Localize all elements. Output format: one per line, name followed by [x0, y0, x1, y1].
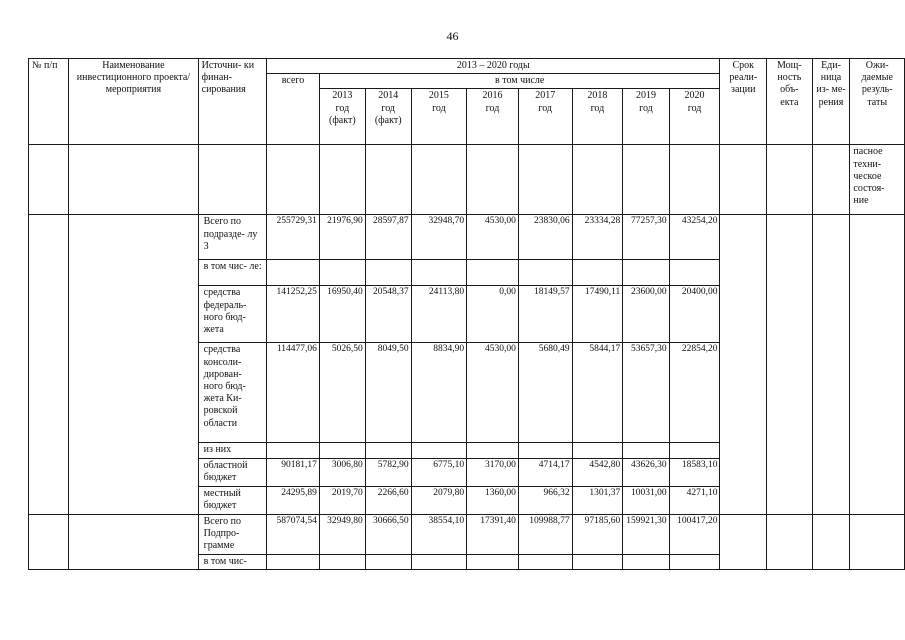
header-year-line1: 2017: [535, 90, 556, 102]
value-year: [518, 554, 572, 569]
header-year-line1: 2013: [332, 90, 353, 102]
value-year: 4530,00: [467, 215, 519, 260]
header-capacity: Мощ- ность объ- екта: [767, 59, 813, 145]
header-including: в том числе: [319, 74, 720, 89]
capacity-cell: [767, 514, 813, 569]
value-year: 3170,00: [467, 458, 519, 486]
value-year: 5782,90: [365, 458, 411, 486]
value-year: [669, 260, 720, 286]
value-year: [467, 554, 519, 569]
value-total: [267, 443, 320, 458]
header-total: всего: [267, 74, 320, 145]
value-year: [669, 443, 720, 458]
value-year: 17391,40: [467, 514, 519, 554]
value-year: 32949,80: [319, 514, 365, 554]
value-year: 5844,17: [572, 343, 623, 443]
header-year-line2: год: [687, 102, 702, 114]
value-year: [365, 443, 411, 458]
value-year: 100417,20: [669, 514, 720, 554]
value-year: 1301,37: [572, 486, 623, 514]
value-year: [623, 443, 669, 458]
value-year: [365, 260, 411, 286]
header-year-2: [411, 89, 467, 145]
header-year-line1: 2018: [587, 90, 608, 102]
value-year: 109988,77: [518, 514, 572, 554]
header-year-line2: год: [335, 102, 350, 114]
value-year: 2019,70: [319, 486, 365, 514]
value-year: 4271,10: [669, 486, 720, 514]
header-year-line2: год: [639, 102, 653, 114]
name-cell: [69, 215, 198, 514]
source-cell: средства федераль- ного бюд- жета: [198, 286, 266, 343]
source-cell: из них: [198, 443, 266, 458]
value-total: 141252,25: [267, 286, 320, 343]
value-year: [365, 554, 411, 569]
header-year-5: [572, 89, 623, 145]
value-year: [411, 260, 467, 286]
no-cell: [29, 514, 69, 569]
value-total: 90181,17: [267, 458, 320, 486]
value-year: 20400,00: [669, 286, 720, 343]
value-year: 21976,90: [319, 215, 365, 260]
value-year: 77257,30: [623, 215, 669, 260]
value-year: [518, 443, 572, 458]
investment-table: [28, 58, 905, 570]
value-year: 23334,28: [572, 215, 623, 260]
value-year: 6775,10: [411, 458, 467, 486]
value-year: 0,00: [467, 286, 519, 343]
capacity-cell: [767, 215, 813, 514]
value-year: 5026,50: [319, 343, 365, 443]
value-year: 10031,00: [623, 486, 669, 514]
value-year: [623, 554, 669, 569]
value-year: 23830,06: [518, 215, 572, 260]
value-year: 1360,00: [467, 486, 519, 514]
value-year: 30666,50: [365, 514, 411, 554]
header-year-line1: 2015: [428, 90, 449, 102]
header-year-3: [467, 89, 519, 145]
header-year-line2: год: [485, 102, 500, 114]
header-year-0: [319, 89, 365, 145]
header-year-6: [623, 89, 669, 145]
value-year: [319, 260, 365, 286]
value-year: 159921,30: [623, 514, 669, 554]
source-cell: Всего по Подпро- грамме: [198, 514, 266, 554]
source-cell: местный бюджет: [198, 486, 266, 514]
source-cell: областной бюджет: [198, 458, 266, 486]
value-year: 16950,40: [319, 286, 365, 343]
value-year: [319, 554, 365, 569]
source-cell: Всего по подразде- лу 3: [198, 215, 266, 260]
value-year: [572, 443, 623, 458]
term-cell: [720, 514, 767, 569]
value-total: [267, 554, 320, 569]
page-number: 46: [446, 29, 459, 43]
header-year-line1: 2019: [635, 90, 656, 102]
header-year-line3: (факт): [374, 114, 402, 126]
value-year: 38554,10: [411, 514, 467, 554]
value-year: 28597,87: [365, 215, 411, 260]
value-year: [319, 443, 365, 458]
unit-cell: [812, 215, 850, 514]
value-year: 23600,00: [623, 286, 669, 343]
value-year: 24113,80: [411, 286, 467, 343]
value-total: 24295,89: [267, 486, 320, 514]
value-year: 4542,80: [572, 458, 623, 486]
value-year: 2079,80: [411, 486, 467, 514]
value-year: 43626,30: [623, 458, 669, 486]
value-total: 587074,54: [267, 514, 320, 554]
value-year: [669, 554, 720, 569]
header-unit: Еди- ница из- ме- рения: [812, 59, 850, 145]
value-year: 17490,11: [572, 286, 623, 343]
value-year: 966,32: [518, 486, 572, 514]
value-year: 8049,50: [365, 343, 411, 443]
value-total: [267, 260, 320, 286]
value-year: 3006,80: [319, 458, 365, 486]
value-year: 4714,17: [518, 458, 572, 486]
table-row: [29, 514, 905, 554]
term-cell: [720, 215, 767, 514]
value-year: 32948,70: [411, 215, 467, 260]
header-year-line1: 2020: [684, 90, 705, 102]
value-year: 20548,37: [365, 286, 411, 343]
header-year-line1: 2016: [482, 90, 503, 102]
header-year-1: [365, 89, 411, 145]
unit-cell: [812, 514, 850, 569]
header-year-line2: год: [381, 102, 396, 114]
table-row: [29, 215, 905, 260]
header-term: Срок реали- зации: [720, 59, 767, 145]
value-year: [623, 260, 669, 286]
header-year-line2: год: [538, 102, 553, 114]
value-year: [411, 443, 467, 458]
result-cell: [850, 215, 905, 514]
value-year: 5680,49: [518, 343, 572, 443]
value-total: 255729,31: [267, 215, 320, 260]
value-year: [467, 443, 519, 458]
no-cell: [29, 215, 69, 514]
header-year-line1: 2014: [378, 90, 399, 102]
value-year: 4530,00: [467, 343, 519, 443]
value-year: 2266,60: [365, 486, 411, 514]
value-year: 53657,30: [623, 343, 669, 443]
source-cell: в том чис- ле:: [198, 260, 266, 286]
value-year: 43254,20: [669, 215, 720, 260]
value-year: [572, 554, 623, 569]
result-cell: [850, 514, 905, 569]
header-period: 2013 – 2020 годы: [267, 59, 720, 74]
header-name: Наименование инвестиционного проекта/ мероприятия: [69, 59, 198, 145]
header-year-7: [669, 89, 720, 145]
value-year: 22854,20: [669, 343, 720, 443]
header-year-line2: год: [590, 102, 605, 114]
value-total: 114477,06: [267, 343, 320, 443]
value-year: [467, 260, 519, 286]
result-continuation: пасное техни- ческое состоя- ние: [850, 145, 905, 215]
header-year-line2: год: [432, 102, 446, 114]
source-cell: средства консоли- дирован- ного бюд- жета Ки- ровской области: [198, 343, 266, 443]
name-cell: [69, 514, 198, 569]
header-no: № п/п: [29, 59, 69, 145]
value-year: 8834,90: [411, 343, 467, 443]
value-year: [411, 554, 467, 569]
value-year: 97185,60: [572, 514, 623, 554]
value-year: [518, 260, 572, 286]
value-year: 18149,57: [518, 286, 572, 343]
value-year: 18583,10: [669, 458, 720, 486]
header-result: Ожи- даемые резуль- таты: [850, 59, 905, 145]
header-year-4: [518, 89, 572, 145]
header-year-line3: (факт): [328, 114, 356, 126]
source-cell: в том чис-: [198, 554, 266, 569]
value-year: [572, 260, 623, 286]
header-source: Источни- ки финан- сирования: [198, 59, 266, 145]
